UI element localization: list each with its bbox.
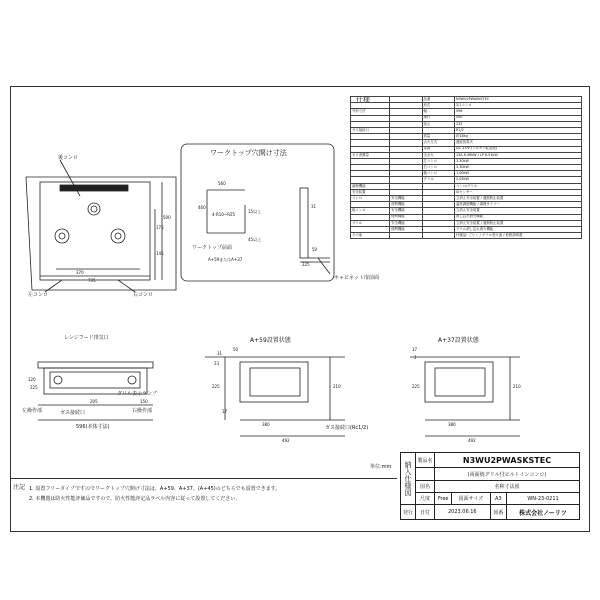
spec-cell: コンロ/グリル	[454, 183, 581, 189]
spec-cell: グリル消し忘れ消火機能	[454, 226, 581, 232]
spec-cell	[390, 233, 422, 239]
dim-15: 15以上	[248, 209, 262, 214]
side2-title: A+37設置状態	[438, 337, 479, 344]
label-body-width: 596(本体寸法)	[76, 424, 110, 430]
spec-cell: 便利機能	[390, 202, 422, 208]
spec-cell: 233	[454, 121, 581, 127]
drawing-label: 図名	[416, 480, 435, 492]
model-number: N3WU2PWASKSTEC	[435, 453, 580, 468]
dim-45: 45以上	[248, 237, 262, 242]
date-label: 日付	[416, 505, 435, 520]
no-label: 図番	[490, 505, 506, 520]
model-caption: 製品名	[416, 453, 435, 468]
date-value: 2023.06.16	[435, 505, 491, 520]
spec-cell: 13A 6.56kW / LP 6.51kW	[454, 152, 581, 158]
spec-cell: 2.05kW	[454, 177, 581, 183]
dim-225: 225	[302, 262, 310, 267]
label-dim-rule: A+59またはA+37	[208, 257, 243, 262]
dim-side1-210: 210	[333, 384, 341, 389]
scale-value: Free	[435, 493, 452, 505]
spec-cell: R1/2	[454, 127, 581, 133]
dim-side2-1: 1	[414, 355, 417, 360]
dim-side2-492: 492	[468, 438, 476, 443]
spec-cell: Siセンサー	[454, 189, 581, 195]
spec-table	[350, 96, 582, 417]
dim-side1-50: 50	[233, 347, 239, 352]
spec-cell: グリル	[422, 177, 454, 183]
dim-205: 205	[90, 399, 98, 404]
spec-header: 仕様	[356, 96, 370, 104]
spec-cell: 外形寸法	[351, 109, 390, 115]
spec-cell: コンロ	[351, 196, 390, 202]
label-left-burner: 左コンロ	[28, 292, 49, 298]
dim-175: 175	[156, 225, 164, 230]
label-left-op: 左操作部	[22, 408, 43, 414]
label-side1-gas: ガス接続口(Rc1/2)	[325, 425, 369, 431]
spec-cell: DC 3.0V (アルカリ乾電池)	[454, 146, 581, 152]
side1-title: A+59設置状態	[250, 337, 291, 344]
drawing-value: 名称寸法図	[435, 480, 580, 492]
spec-cell: 後コンロ	[351, 208, 390, 214]
spec-cell: 安全機能	[390, 220, 422, 226]
dim-370: 370	[76, 270, 84, 275]
size-value: A3	[490, 493, 506, 505]
dim-side1-31: 31	[217, 351, 223, 356]
dim-side1-17: 17	[222, 409, 228, 414]
spec-cell: その他	[351, 233, 390, 239]
dim-side2-380: 380	[448, 422, 456, 427]
dim-50: 50	[312, 247, 318, 252]
spec-cell: N3WU2PWASKSTEC	[454, 97, 581, 103]
spec-cell: 調理機能	[351, 183, 390, 189]
spec-cell: 全点火	[422, 152, 454, 158]
dim-735: 735	[88, 278, 96, 283]
dim-radius: 4-R10~R25	[212, 212, 236, 217]
spec-cell: 右コンロ	[422, 165, 454, 171]
label-right-burner: 右コンロ	[133, 292, 154, 298]
drawing-number: WN-23-0211	[507, 493, 580, 505]
spec-cell: 1.00kW	[454, 171, 581, 177]
dim-460: 460	[198, 205, 206, 210]
spec-cell: 便利機能	[390, 226, 422, 232]
spec-cell	[422, 233, 454, 239]
spec-cell: 立消え安全装置	[454, 208, 581, 214]
dim-front-225: 225	[30, 385, 38, 390]
spec-cell: 高さ	[422, 121, 454, 127]
spec-cell: 奥行	[422, 115, 454, 121]
spec-cell: 点火方式	[422, 140, 454, 146]
spec-cell: 約18kg	[454, 134, 581, 140]
spec-cell: 立消え安全装置 / 過熱防止装置	[454, 196, 581, 202]
label-cabinet-front: キャビネット扉前面	[334, 275, 380, 281]
model-sub: (両面焼グリル付ビルトインコンロ)	[435, 468, 580, 480]
spec-cell: グリル	[351, 220, 390, 226]
spec-cell: 連続放電式	[454, 140, 581, 146]
dim-145: 145	[156, 251, 164, 256]
spec-cell: 幅	[422, 109, 454, 115]
spec-cell: ガス接続口	[351, 127, 390, 133]
unit-label: 単位:mm	[370, 464, 392, 470]
dim-500: 500	[163, 215, 171, 220]
size-label: 図面サイズ	[452, 493, 490, 505]
spec-cell: 電源	[422, 146, 454, 152]
spec-row	[351, 233, 582, 239]
dim-560: 560	[218, 181, 226, 186]
label-grill-lamp: グリル表示ランプ	[117, 391, 158, 397]
spec-cell: 3.30kW	[454, 165, 581, 171]
issued-label: 発行	[401, 505, 416, 520]
spec-cell: 質量	[422, 134, 454, 140]
spec-cell: ガス消費量	[351, 152, 390, 158]
dim-side2-37: 37	[412, 347, 418, 352]
label-right-op: 右操作部	[132, 408, 153, 414]
label-rear-burner: 後コンロ	[58, 155, 79, 161]
label-gas-inlet: ガス接続口	[60, 410, 86, 416]
spec-cell: 品番	[422, 97, 454, 103]
scale-label: 尺度	[416, 493, 435, 505]
title-block	[400, 452, 580, 520]
spec-cell: 2口コンロ	[454, 103, 581, 109]
dim-side1-380: 380	[262, 422, 270, 427]
dim-side1-225: 225	[212, 384, 220, 389]
dim-side2-225: 225	[412, 384, 420, 389]
dim-side2-210: 210	[513, 384, 521, 389]
spec-cell: 500	[454, 115, 581, 121]
dim-side1-492: 492	[282, 438, 290, 443]
spec-cell: 温度調節機能 / 調理タイマー	[454, 202, 581, 208]
spec-cell: 付属品: ごとく / グリル受け皿 / 取扱説明書	[454, 233, 581, 239]
label-rangehood: レンジフード排気口	[64, 335, 109, 341]
note-1: 1. 設置フリータイプですのでワークトップ穴開け寸法は、A+59、A+37、(A+45)のどちらでも設置できます。	[29, 486, 281, 492]
spec-cell: 形式	[422, 103, 454, 109]
spec-cell: 左コンロ	[422, 158, 454, 164]
label-worktop-front: ワークトップ前面	[192, 245, 232, 251]
notes-label: 注記	[13, 484, 26, 491]
spec-cell: 安全装置	[351, 189, 390, 195]
spec-cell: 安全機能	[390, 208, 422, 214]
spec-cell: 3.30kW	[454, 158, 581, 164]
notes	[11, 478, 397, 533]
dim-side1-23: 23	[214, 361, 220, 366]
company-name: 株式会社ノーリツ	[507, 505, 580, 520]
spec-cell: 後コンロ	[422, 171, 454, 177]
worktop-title: ワークトップ穴開け寸法	[210, 149, 287, 157]
dim-120: 120	[28, 377, 36, 382]
dim-150: 150	[140, 399, 148, 404]
side-label: 納入仕様図	[401, 453, 416, 505]
spec-cell: 596	[454, 109, 581, 115]
spec-cell: 安全機能	[390, 196, 422, 202]
note-2: 2. 本機器は防火性能評価品ですので、防火性能評定品ラベル内容に従って設置してください。	[29, 496, 241, 502]
spec-cell: 消し忘れ消火機能	[454, 214, 581, 220]
plan-outline	[26, 177, 176, 290]
dim-31: 31	[311, 204, 317, 209]
spec-cell: 立消え安全装置 / 過熱防止装置	[454, 220, 581, 226]
spec-cell: 便利機能	[390, 214, 422, 220]
